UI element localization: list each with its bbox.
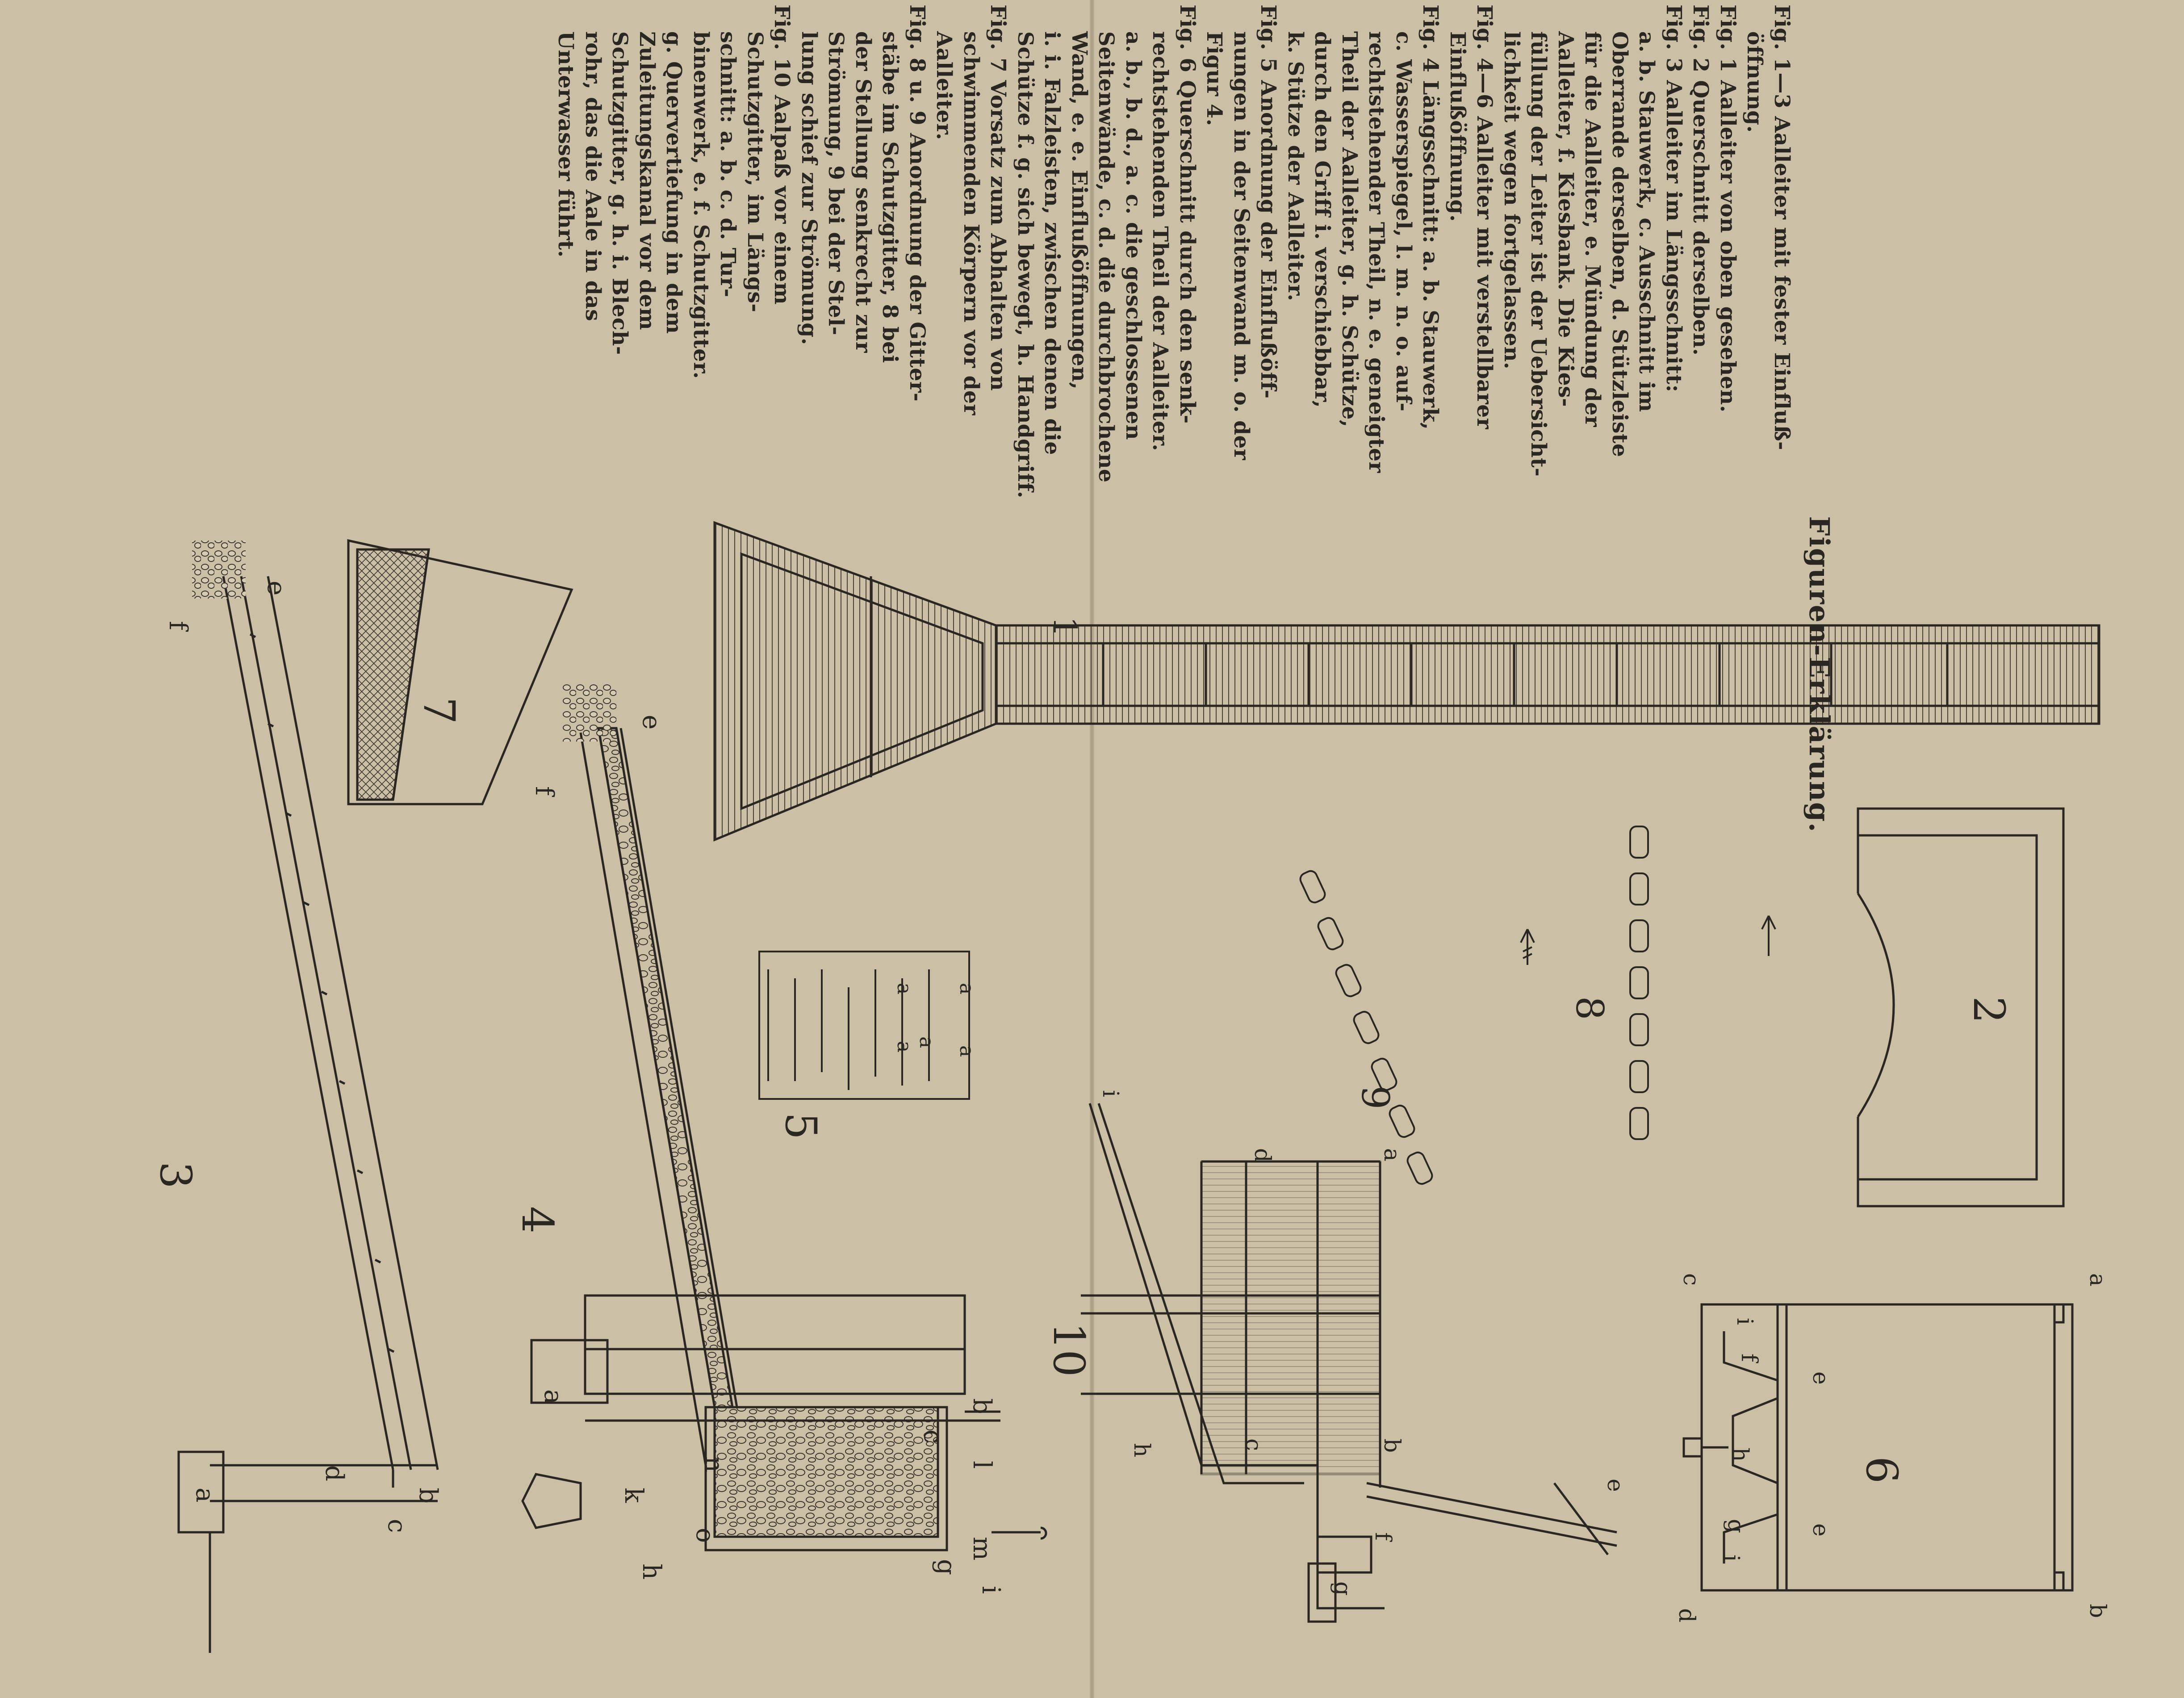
fig6-label-e1: e [1808, 1371, 1834, 1385]
legend-line: Aalleiter. [932, 31, 957, 140]
legend-line: Fig. 1—3 Aalleiter mit fester Einfluß- [1770, 4, 1794, 450]
legend-line: der Stellung senkrecht zur [851, 31, 875, 353]
legend-line: Fig. 7 Vorsatz zum Abhalten von [986, 4, 1011, 391]
fig6-label-i2: i [1719, 1555, 1745, 1562]
legend-title: Figuren-Erklärung. [1803, 516, 1836, 833]
legend-line: rechtstehender Theil, n. e. geneigter [1364, 31, 1389, 473]
legend-line: rohr, das die Aale in das [581, 31, 605, 322]
figure-2-number: 2 [1964, 996, 2014, 1024]
legend-line: Theil der Aalleiter, g. h. Schütze, [1337, 31, 1362, 428]
figure-6-number: 6 [1857, 1456, 1907, 1484]
legend-line: durch den Griff i. verschiebbar, [1310, 31, 1335, 408]
fig3-label-c: c [382, 1519, 411, 1533]
legend-line: Oberrande derselben, d. Stützleiste [1607, 31, 1632, 457]
legend-line: Wand, e. e. Einflußöffnungen, [1067, 31, 1092, 390]
legend-line: Schütze f. g. sich bewegt, h. Handgriff. [1013, 31, 1038, 499]
fig6-label-e2: e [1808, 1523, 1834, 1537]
legend-line: lichkeit wegen fortgelassen. [1499, 31, 1524, 370]
fig6-label-g: g [1723, 1519, 1749, 1534]
fig6-label-f: f [1736, 1354, 1762, 1362]
legend-line: Unterwasser führt. [553, 31, 578, 258]
fig5-label-a5: a [893, 1041, 916, 1053]
fig10-label-g: g [1330, 1581, 1356, 1596]
fig10-label-d: d [1250, 1148, 1276, 1163]
figure-7 [348, 541, 572, 804]
fig6-label-h: h [1728, 1447, 1753, 1462]
fig10-label-a: a [1379, 1148, 1405, 1161]
legend-line: Fig. 3 Aalleiter im Längsschnitt: [1661, 4, 1686, 393]
fig4-label-g: g [932, 1559, 961, 1575]
fig4-label-f: f [530, 786, 559, 796]
legend-line: für die Aalleiter, e. Mündung der [1580, 31, 1605, 428]
fig6-label-i1: i [1732, 1318, 1758, 1325]
fig6-label-b: b [2085, 1604, 2111, 1618]
fig4-label-o: o [690, 1528, 720, 1543]
fig10-label-h: h [1129, 1443, 1155, 1458]
legend-line: g. Quervertiefung in dem [661, 31, 686, 334]
fig5-label-a1: a [955, 983, 978, 995]
fig4-label-a: a [539, 1389, 568, 1405]
legend-line: stäbe im Schutzgitter, 8 bei [878, 31, 903, 363]
legend-line: Fig. 6 Querschnitt durch den senk- [1175, 4, 1200, 424]
fig4-label-l: l [967, 1461, 996, 1469]
legend-line: Fig. 2 Querschnitt derselben. [1688, 4, 1713, 356]
legend-line: Einflußöffnung. [1445, 31, 1470, 222]
legend-line: füllung der Leiter ist der Uebersicht- [1526, 31, 1551, 477]
fig4-label-m: m [967, 1537, 996, 1561]
fig4-label-k: k [619, 1488, 648, 1503]
fig6-label-c: c [1678, 1273, 1704, 1286]
figure-10-number: 10 [1044, 1322, 1094, 1377]
fig10-label-c: c [1241, 1438, 1267, 1451]
legend-line: Aalleiter, f. Kiesbank. Die Kies- [1553, 31, 1578, 407]
legend-line: Strömung, 9 bei der Stel- [824, 31, 849, 335]
legend-line: rechtstehenden Theil der Aalleiter. [1148, 31, 1173, 452]
fig10-label-f: f [1370, 1532, 1396, 1541]
fig3-label-f: f [163, 621, 192, 630]
fig3-label-e: e [262, 581, 291, 596]
fig4-label-c: c [918, 1430, 947, 1444]
legend-line: Fig. 4—6 Aalleiter mit verstellbarer [1472, 4, 1497, 429]
fig3-label-d: d [320, 1465, 349, 1481]
figure-5-number: 5 [776, 1112, 826, 1140]
legend-line: schwimmenden Körpern vor der [959, 31, 983, 415]
legend-line: Seitenwände, c. d. die durchbrochene [1094, 31, 1119, 483]
fig10-label-e: e [1602, 1479, 1628, 1492]
legend-line: öffnung. [1742, 31, 1767, 133]
legend-line: c. Wasserspiegel, l. m. n. o. auf- [1391, 31, 1416, 412]
fig5-label-a4: a [893, 983, 916, 995]
fig6-label-a: a [2085, 1273, 2111, 1287]
figure-9-number: 9 [1353, 1086, 1397, 1110]
fig4-label-n: n [699, 1456, 728, 1473]
legend-line: a. b., b. d., a. c. die geschlossenen [1121, 31, 1146, 440]
fig10-label-b: b [1379, 1438, 1405, 1453]
figure-2 [1858, 809, 2063, 1206]
legend-line: Zuleitungskanal vor dem [635, 31, 659, 331]
legend-line: Fig. 5 Anordnung der Einflußöff- [1256, 4, 1281, 399]
figure-4-number: 4 [512, 1206, 562, 1234]
legend-line: Fig. 8 u. 9 Anordnung der Gitter- [905, 4, 929, 402]
legend-line: Fig. 10 Aalpaß vor einem [770, 4, 795, 305]
legend-line: Fig. 4 Längsschnitt: a. b. Stauwerk, [1418, 4, 1443, 430]
fig6-label-d: d [1674, 1608, 1700, 1623]
legend-line: lung schief zur Strömung. [797, 31, 821, 345]
figure-3-number: 3 [151, 1161, 201, 1189]
figure-legend [553, 4, 1836, 1345]
fig4-label-i: i [976, 1586, 1005, 1594]
fig4-label-b: b [967, 1398, 996, 1414]
legend-line: binenwerk, e. f. Schutzgitter. [689, 31, 713, 379]
legend-body [552, 4, 1795, 1345]
fig4-label-h: h [637, 1564, 666, 1580]
fig10-label-i: i [1098, 1090, 1124, 1097]
fig5-label-a2: a [955, 1045, 978, 1057]
fig5-label-a3: a [915, 1036, 938, 1048]
fig4-label-e: e [637, 715, 666, 730]
legend-line: a. b. Stauwerk, c. Ausschnitt im [1634, 31, 1659, 412]
fig3-label-b: b [414, 1488, 443, 1504]
legend-line: Schutzgitter, im Längs- [743, 31, 767, 313]
legend-line: nungen in der Seitenwand m. o. der [1229, 31, 1254, 461]
legend-line: k. Stütze der Aalleiter. [1283, 31, 1308, 302]
figure-1-number: 1 [1046, 616, 1084, 637]
legend-line: Schutzgitter, g. h. i. Blech- [607, 31, 632, 355]
figure-8-number: 8 [1568, 996, 1611, 1020]
legend-line: schnitt: a. b. c. d. Tur- [715, 31, 741, 298]
legend-line: Fig. 1 Aalleiter von oben gesehen. [1715, 4, 1740, 413]
legend-line: Figur 4. [1202, 31, 1227, 126]
fig3-label-a: a [190, 1488, 219, 1503]
figure-7-number: 7 [414, 697, 464, 725]
legend-line: i. i. Falzleisten, zwischen denen die [1040, 31, 1065, 455]
